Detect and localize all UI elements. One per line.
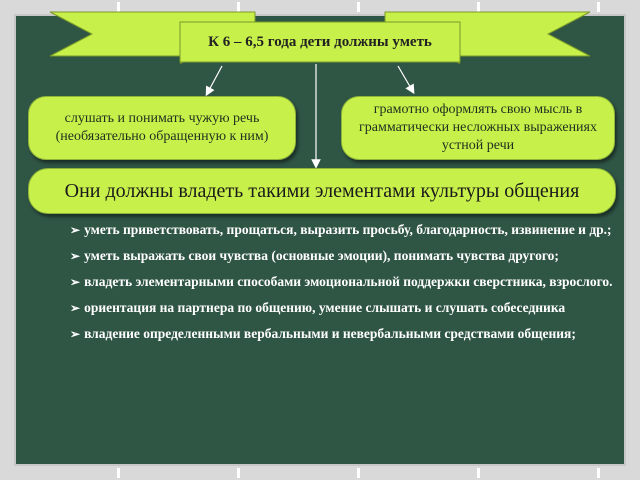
list-item bbox=[34, 246, 614, 266]
skill-box-listening: слушать и понимать чужую речь (необязательно обращенную к ним) bbox=[28, 96, 296, 160]
list-item-text: уметь приветствовать, прощаться, выразить просьбу, благодарность, извинение и др.; bbox=[84, 222, 612, 237]
arrow-bullet-icon: ➢ bbox=[70, 327, 81, 341]
list-item-text: уметь выражать свои чувства (основные эмоции), понимать чувства другого; bbox=[84, 248, 559, 263]
list-item bbox=[34, 272, 614, 292]
culture-elements-list bbox=[34, 220, 614, 350]
skill-box-speech: грамотно оформлять свою мысль в грамматически несложных выражениях устной речи bbox=[341, 96, 615, 160]
arrow-bullet-icon: ➢ bbox=[70, 301, 81, 315]
list-item-text: ориентация на партнера по общению, умение слышать и слушать собеседника bbox=[84, 300, 566, 315]
page-title: К 6 – 6,5 года дети должны уметь bbox=[208, 33, 432, 50]
arrow-left bbox=[208, 66, 222, 92]
list-item-text: владеть элементарными способами эмоциональной поддержки сверстника, взрослого. bbox=[84, 274, 613, 289]
culture-box: Они должны владеть такими элементами культуры общения bbox=[28, 168, 616, 214]
arrow-bullet-icon: ➢ bbox=[70, 223, 81, 237]
list-item bbox=[34, 220, 614, 240]
arrow-bullet-icon: ➢ bbox=[70, 275, 81, 289]
list-item-text: владение определенными вербальными и невербальными средствами общения; bbox=[84, 326, 576, 341]
list-item bbox=[34, 298, 614, 318]
arrow-right bbox=[398, 66, 412, 90]
list-item bbox=[34, 324, 614, 344]
arrow-bullet-icon: ➢ bbox=[70, 249, 81, 263]
